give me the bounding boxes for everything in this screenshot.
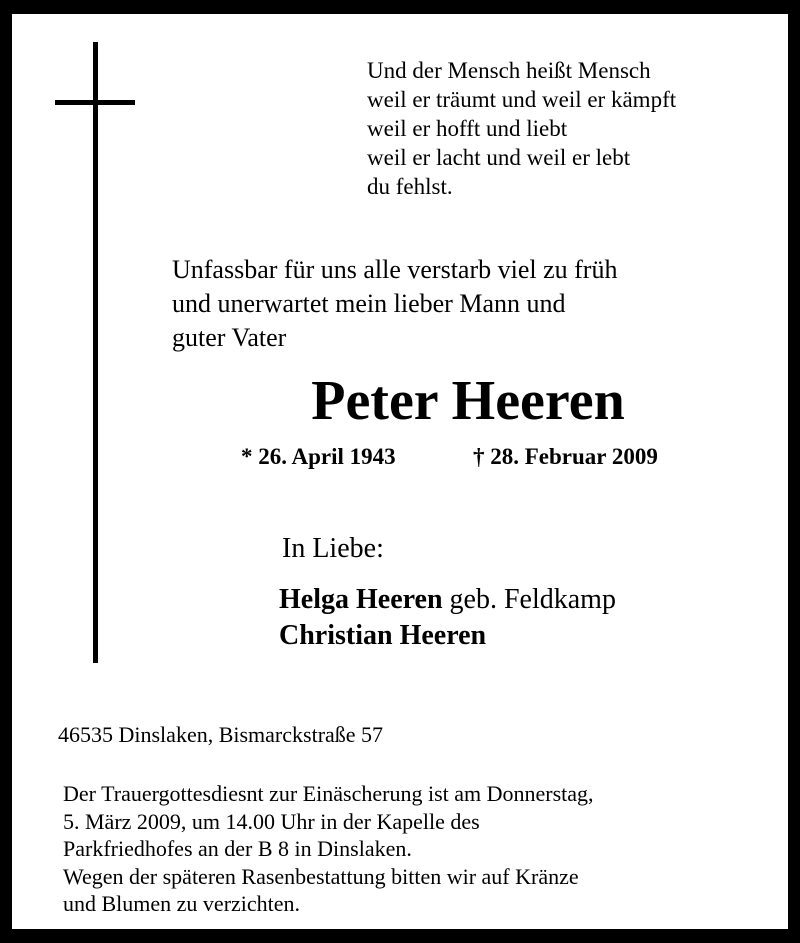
announcement-line: guter Vater [172,323,287,352]
poem-line: du fehlst. [367,174,453,199]
service-info [63,780,594,918]
poem [367,56,676,201]
cross-icon [93,42,98,663]
mourner-suffix: geb. Feldkamp [442,584,616,615]
service-line: Wegen der späteren Rasenbestattung bitten wir auf Kränze [63,863,579,889]
death-date: † 28. Februar 2009 [473,444,658,469]
service-line: Der Trauergottesdiesnt zur Einäscherung ist am Donnerstag, [63,781,594,806]
announcement-line: Unfassbar für uns alle verstarb viel zu früh [172,255,618,284]
address: 46535 Dinslaken, Bismarckstraße 57 [58,722,384,747]
service-line: 5. März 2009, um 14.00 Uhr in der Kapelle des [63,808,480,834]
obituary-card [12,14,788,929]
mourners-list [279,582,616,654]
service-line: Parkfriedhofes an der B 8 in Dinslaken. [63,836,412,861]
mourners-heading: In Liebe: [282,533,384,564]
mourner-name: Christian Heeren [279,620,487,651]
poem-line: weil er hofft und liebt [367,116,568,141]
poem-line: weil er lacht und weil er lebt [367,145,631,170]
deceased-name: Peter Heeren [311,370,625,432]
mourner-name: Helga Heeren [279,584,443,615]
poem-line: Und der Mensch heißt Mensch [367,58,651,83]
poem-line: weil er träumt und weil er kämpft [367,87,677,112]
mourner [279,618,616,654]
service-line: und Blumen zu verzichten. [63,891,301,916]
death-announcement [172,253,617,355]
announcement-line: und unerwartet mein lieber Mann und [172,289,566,318]
cross-icon-bar [55,100,135,105]
birth-date: * 26. April 1943 [241,444,396,469]
mourner [279,582,616,618]
